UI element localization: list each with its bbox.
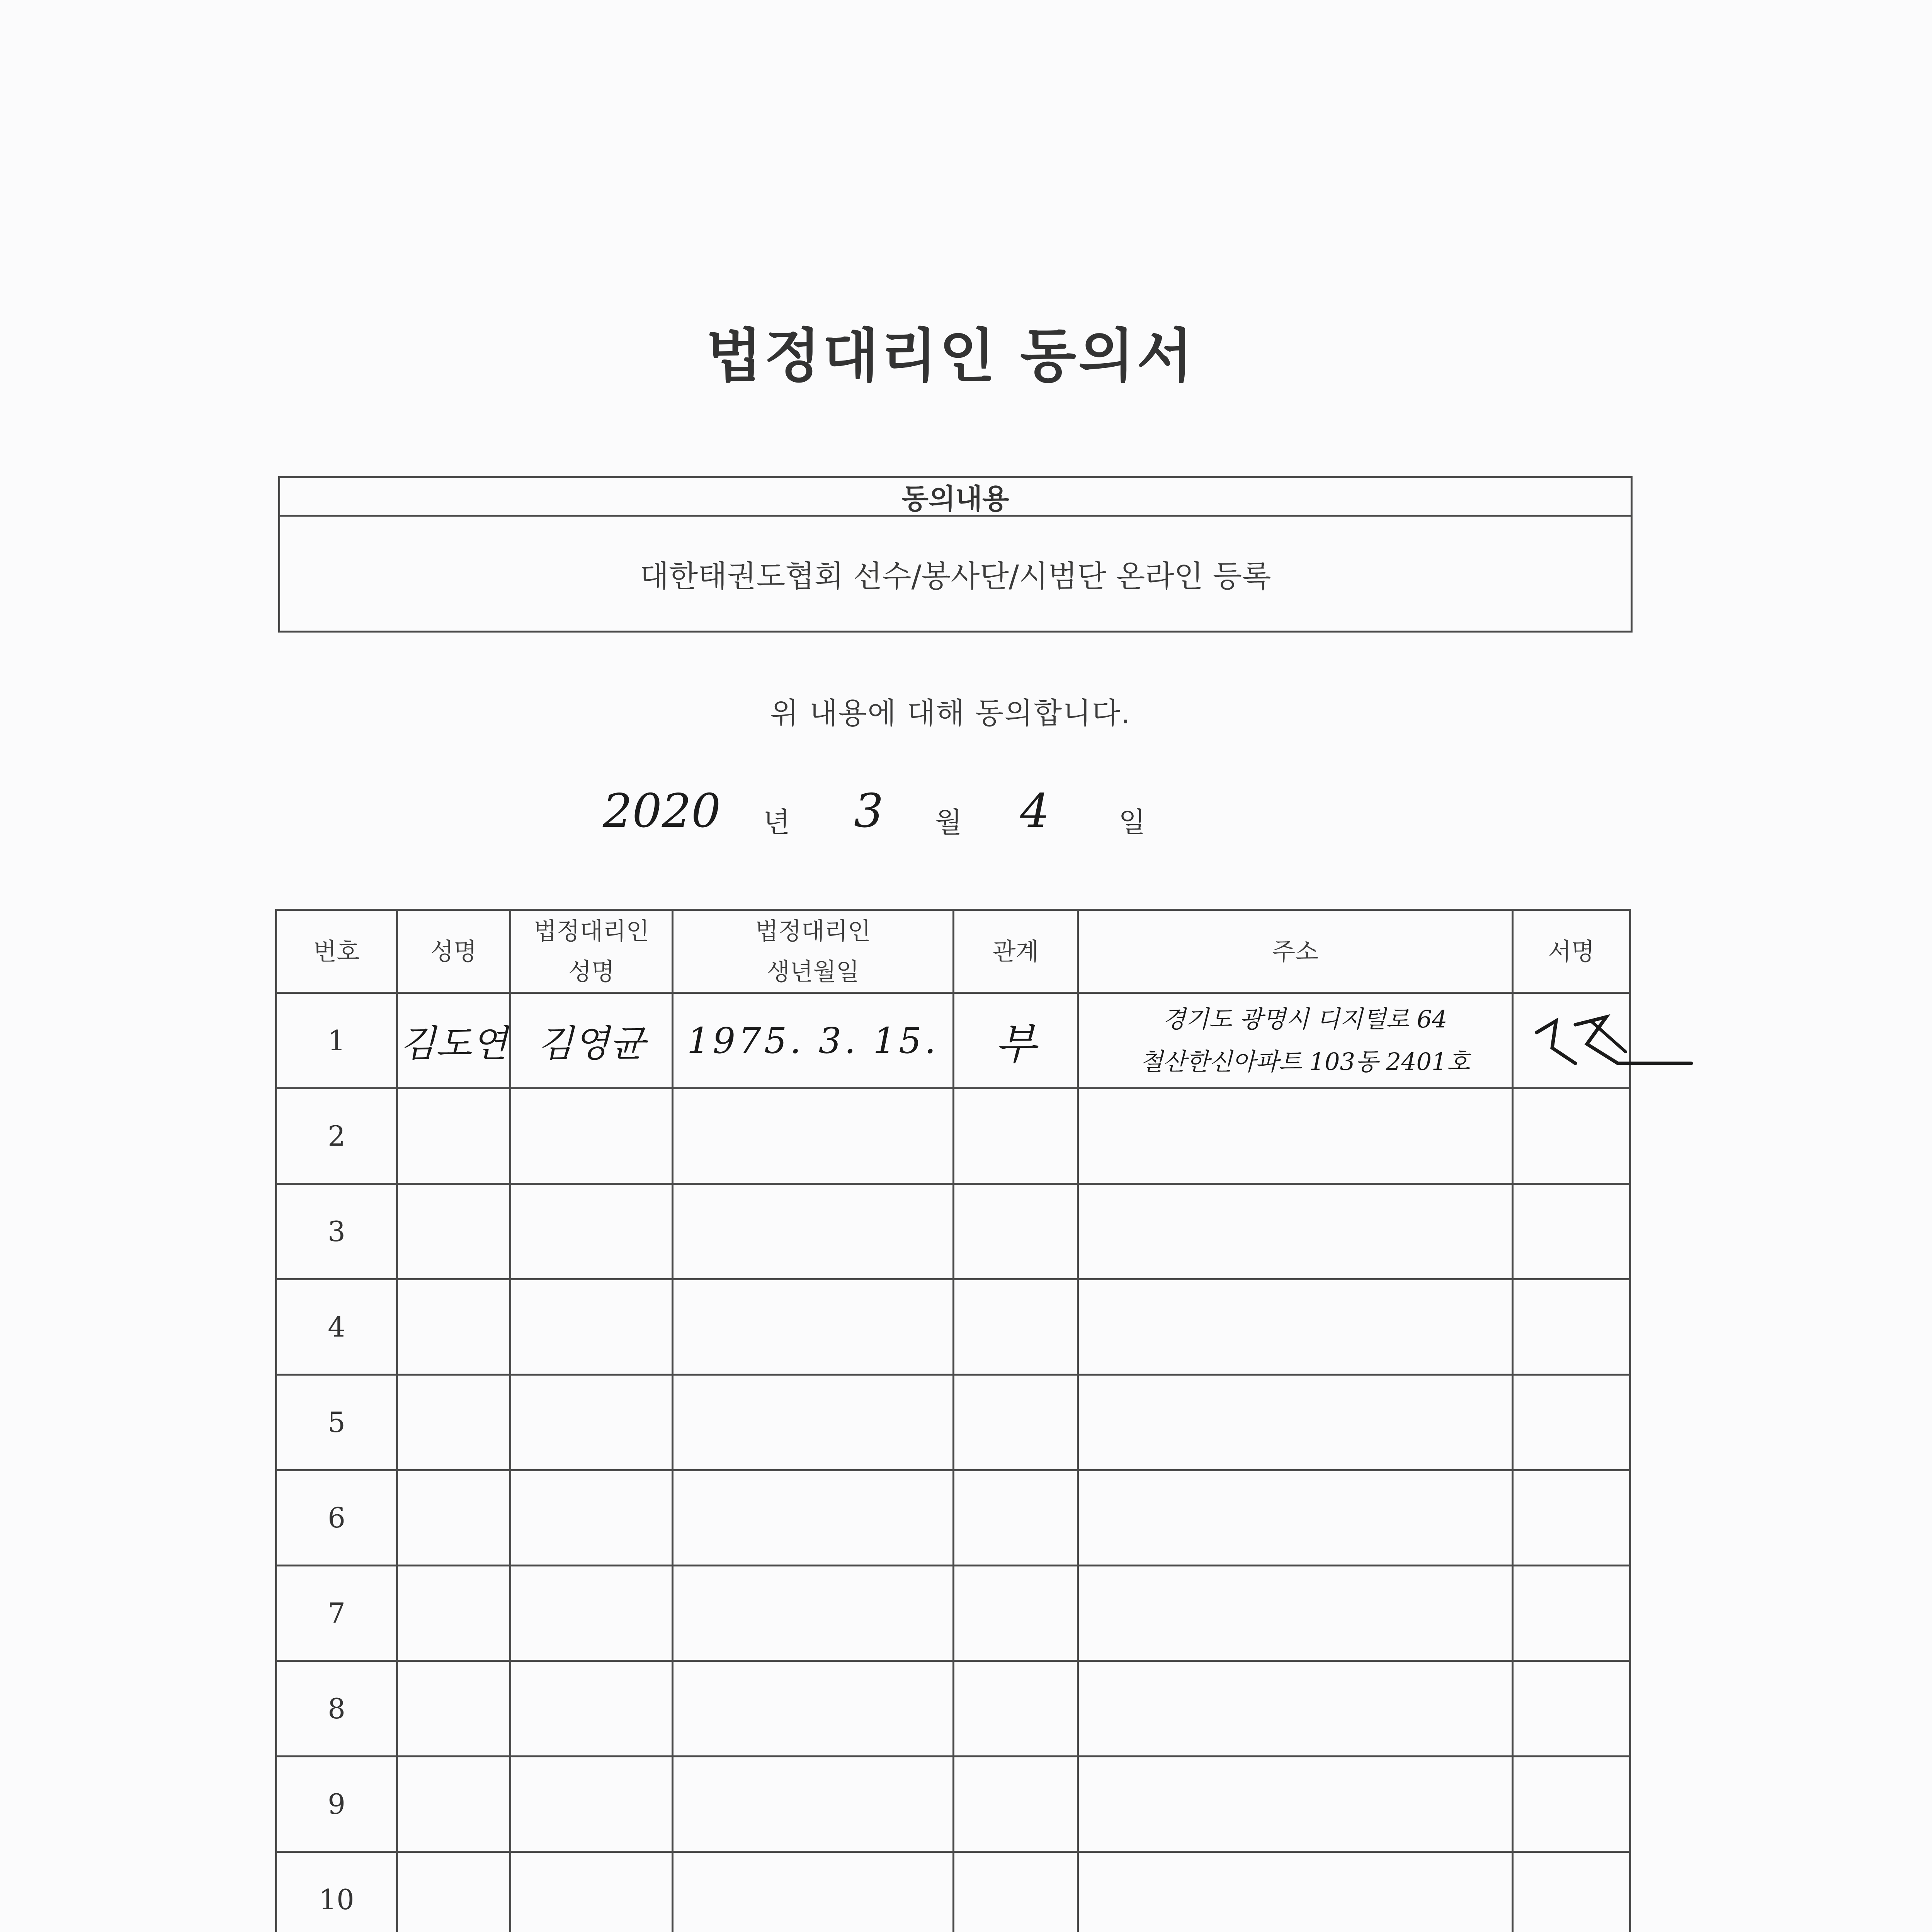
header-address: 주소 xyxy=(1078,910,1513,993)
date-year: 2020 xyxy=(603,784,721,838)
empty-cell xyxy=(510,1088,673,1184)
empty-cell xyxy=(1513,1375,1630,1470)
consent-body: 대한태권도협회 선수/봉사단/시범단 온라인 등록 xyxy=(639,559,1271,594)
empty-cell xyxy=(1078,1470,1513,1566)
empty-cell xyxy=(1078,1088,1513,1184)
address-line1: 경기도 광명시 디지털로 64 xyxy=(1162,1005,1447,1033)
consent-header: 동의내용 xyxy=(280,478,1631,517)
empty-cell xyxy=(1078,1279,1513,1375)
empty-cell xyxy=(1513,1566,1630,1661)
table-row xyxy=(276,1566,1630,1661)
empty-cell xyxy=(510,1279,673,1375)
empty-cell xyxy=(954,1470,1078,1566)
registration-table xyxy=(275,909,1631,1932)
empty-cell xyxy=(1513,1184,1630,1279)
row-number: 4 xyxy=(276,1279,397,1375)
empty-cell xyxy=(510,1470,673,1566)
empty-cell xyxy=(510,1757,673,1852)
table-row xyxy=(276,1852,1630,1932)
header-relation: 관계 xyxy=(954,910,1078,993)
empty-cell xyxy=(673,1375,954,1470)
empty-cell xyxy=(954,1661,1078,1757)
agreement-statement: 위 내용에 대해 동의합니다. xyxy=(770,696,1131,730)
empty-cell xyxy=(954,1088,1078,1184)
empty-cell xyxy=(673,1470,954,1566)
table-row xyxy=(276,1470,1630,1566)
date-day-unit: 일 xyxy=(1119,806,1146,838)
consent-content-box xyxy=(278,476,1633,633)
empty-cell xyxy=(673,1757,954,1852)
empty-cell xyxy=(510,1852,673,1932)
empty-cell xyxy=(397,1088,510,1184)
row-number: 8 xyxy=(276,1661,397,1757)
row-number: 2 xyxy=(276,1088,397,1184)
empty-cell xyxy=(673,1184,954,1279)
header-signature: 서명 xyxy=(1513,910,1630,993)
signature-cell xyxy=(1513,993,1630,1088)
empty-cell xyxy=(1078,1852,1513,1932)
empty-cell xyxy=(397,1661,510,1757)
empty-cell xyxy=(510,1566,673,1661)
empty-cell xyxy=(1078,1757,1513,1852)
table-header-row xyxy=(276,910,1630,993)
empty-cell xyxy=(1078,1375,1513,1470)
empty-cell xyxy=(397,1279,510,1375)
empty-cell xyxy=(1513,1279,1630,1375)
header-rep-birth-line2: 생년월일 xyxy=(767,957,859,986)
empty-cell xyxy=(510,1375,673,1470)
empty-cell xyxy=(397,1184,510,1279)
empty-cell xyxy=(954,1279,1078,1375)
empty-cell xyxy=(954,1852,1078,1932)
table-row xyxy=(276,1184,1630,1279)
empty-cell xyxy=(397,1852,510,1932)
table-row xyxy=(276,1279,1630,1375)
empty-cell xyxy=(1078,1184,1513,1279)
table-row xyxy=(276,993,1630,1088)
table-row xyxy=(276,1661,1630,1757)
empty-cell xyxy=(1513,1661,1630,1757)
row-number: 3 xyxy=(276,1184,397,1279)
empty-cell xyxy=(1513,1088,1630,1184)
empty-cell xyxy=(673,1566,954,1661)
empty-cell xyxy=(397,1566,510,1661)
date-day: 4 xyxy=(1020,784,1050,838)
relation: 부 xyxy=(954,993,1078,1088)
empty-cell xyxy=(397,1470,510,1566)
empty-cell xyxy=(1513,1757,1630,1852)
empty-cell xyxy=(673,1279,954,1375)
empty-cell xyxy=(397,1757,510,1852)
row-number: 7 xyxy=(276,1566,397,1661)
empty-cell xyxy=(1513,1470,1630,1566)
table-row xyxy=(276,1757,1630,1852)
table-row xyxy=(276,1375,1630,1470)
header-rep-name-line1: 법정대리인 xyxy=(533,917,650,945)
handwritten-signature xyxy=(1529,1005,1691,1075)
empty-cell xyxy=(673,1661,954,1757)
date-month: 3 xyxy=(854,784,884,838)
empty-cell xyxy=(954,1566,1078,1661)
table-row xyxy=(276,1088,1630,1184)
empty-cell xyxy=(673,1088,954,1184)
header-rep-birth-line1: 법정대리인 xyxy=(755,917,871,945)
empty-cell xyxy=(1078,1566,1513,1661)
date-line xyxy=(0,784,1901,842)
empty-cell xyxy=(954,1375,1078,1470)
address-line2: 철산한신아파트 103동 2401호 xyxy=(1139,1048,1470,1076)
address xyxy=(1078,993,1513,1088)
empty-cell xyxy=(1513,1852,1630,1932)
header-rep-name xyxy=(510,910,673,993)
empty-cell xyxy=(510,1661,673,1757)
empty-cell xyxy=(510,1184,673,1279)
header-name: 성명 xyxy=(397,910,510,993)
document-title: 법정대리인 동의서 xyxy=(706,323,1195,390)
empty-cell xyxy=(954,1757,1078,1852)
row-number: 10 xyxy=(276,1852,397,1932)
date-year-unit: 년 xyxy=(763,806,790,838)
empty-cell xyxy=(954,1184,1078,1279)
empty-cell xyxy=(397,1375,510,1470)
rep-name: 김영균 xyxy=(510,993,673,1088)
header-rep-name-line2: 성명 xyxy=(568,957,615,986)
row-number: 6 xyxy=(276,1470,397,1566)
row-number: 9 xyxy=(276,1757,397,1852)
student-name: 김도연 xyxy=(397,993,510,1088)
header-no: 번호 xyxy=(276,910,397,993)
row-number: 5 xyxy=(276,1375,397,1470)
empty-cell xyxy=(1078,1661,1513,1757)
header-rep-birth xyxy=(673,910,954,993)
date-month-unit: 월 xyxy=(935,806,962,838)
empty-cell xyxy=(673,1852,954,1932)
row-number: 1 xyxy=(276,993,397,1088)
rep-birthdate: 1975. 3. 15. xyxy=(673,993,954,1088)
